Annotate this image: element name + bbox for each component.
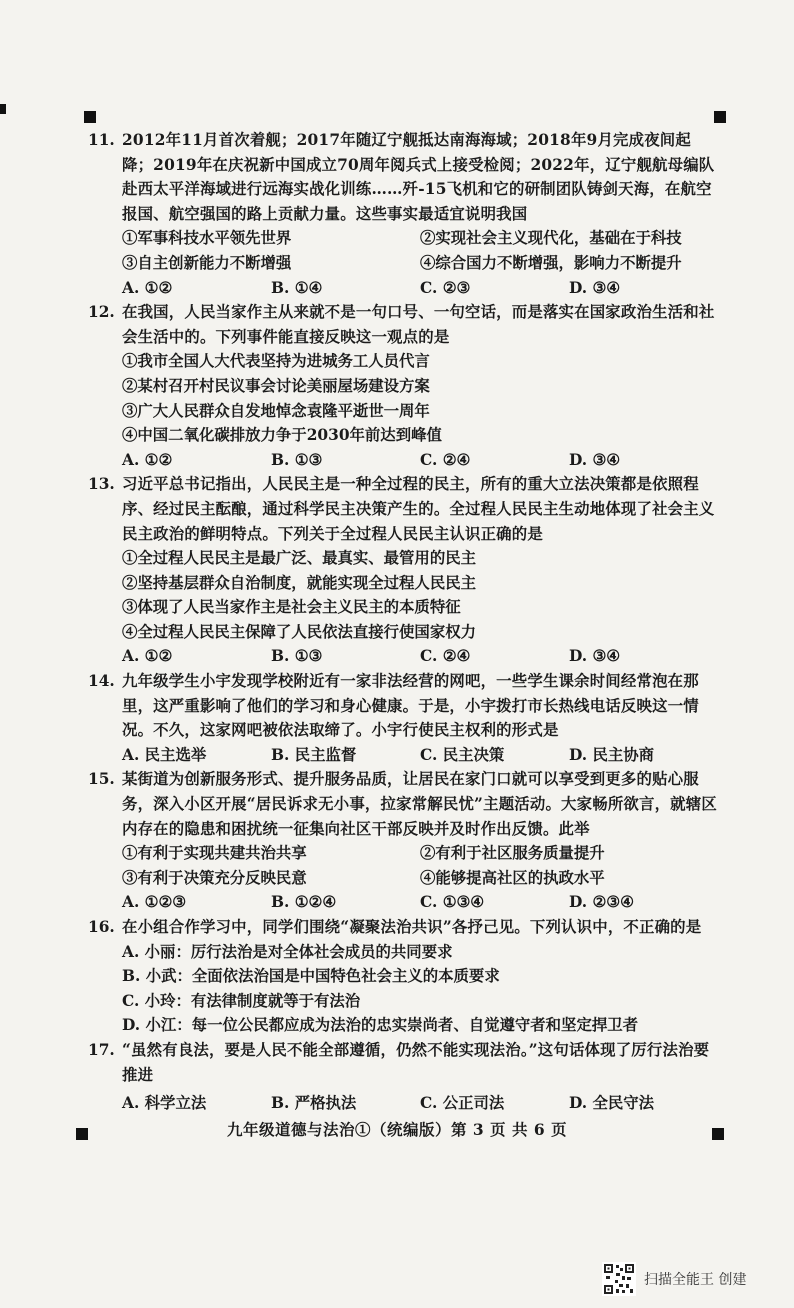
question-16	[88, 915, 722, 1038]
statement: ②坚持基层群众自治制度，就能实现全过程人民民主	[122, 573, 476, 592]
statement: ①全过程人民民主是最广泛、最真实、最管用的民主	[122, 549, 476, 568]
question-number: 16.	[88, 918, 115, 936]
choice-a: A. 民主选举	[122, 745, 207, 764]
question-stem: 2012年11月首次着舰；2017年随辽宁舰抵达南海海域；2018年9月完成夜间起降；2019年在庆祝新中国成立70周年阅兵式上接受检阅；2022年，辽宁舰航母编队赴西太平洋海域进行远海实战化训练……歼-15飞机和它的研制团队铸剑天海，在航空报国、航空强国的路上贡献力量。这些事实最适宜说明我国	[122, 131, 715, 223]
question-number: 14.	[88, 672, 115, 691]
question-15	[88, 767, 722, 915]
choice-c: C. ①③④	[420, 893, 485, 912]
question-17	[88, 1038, 722, 1116]
question-11	[88, 128, 722, 300]
choice-b: B. ①③	[271, 450, 323, 469]
choice-d: D. ③④	[569, 278, 621, 297]
question-12	[88, 300, 722, 472]
choice-a: A. ①②③	[122, 893, 187, 912]
choice-d: D. ②③④	[569, 893, 634, 912]
question-13	[88, 472, 722, 669]
statement: ②有利于社区服务质量提升	[420, 844, 605, 863]
choice-a: A. ①②	[122, 278, 173, 297]
question-14	[88, 669, 722, 767]
statement: ④全过程人民民主保障了人民依法直接行使国家权力	[122, 622, 476, 641]
question-number: 11.	[88, 131, 115, 149]
choice-a: A. 小丽：厉行法治是对全体社会成员的共同要求	[122, 942, 453, 961]
choice-d: D. 小江：每一位公民都应成为法治的忠实崇尚者、自觉遵守者和坚定捍卫者	[122, 1016, 639, 1035]
statement: ②实现社会主义现代化，基础在于科技	[420, 229, 682, 248]
choice-d: D. ③④	[569, 647, 621, 666]
question-stem: 九年级学生小宇发现学校附近有一家非法经营的网吧，一些学生课余时间经常泡在那里，这严重影响了他们的学习和身心健康。于是，小宇拨打市长热线电话反映这一情况。不久，这家网吧被依法取缔了。小宇行使民主权利的形式是	[122, 672, 699, 740]
choice-b: B. ①②④	[271, 893, 337, 912]
choice-c: C. 公正司法	[420, 1094, 505, 1113]
question-stem: 习近平总书记指出，人民民主是一种全过程的民主，所有的重大立法决策都是依照程序、经过民主酝酿，通过科学民主决策产生的。全过程人民民主生动地体现了社会主义民主政治的鲜明特点。下列关于全过程人民民主认识正确的是	[122, 475, 715, 543]
statement: ④中国二氧化碳排放力争于2030年前达到峰值	[122, 426, 442, 445]
question-number: 13.	[88, 475, 115, 494]
choice-b: B. ①④	[271, 278, 323, 297]
scanner-watermark	[602, 1262, 746, 1296]
statement: ③体现了人民当家作主是社会主义民主的本质特征	[122, 598, 461, 617]
choice-c: C. ②④	[420, 647, 471, 666]
statement: ②某村召开村民议事会讨论美丽屋场建设方案	[122, 376, 430, 395]
choice-c: C. 民主决策	[420, 745, 505, 764]
choice-b: B. 严格执法	[271, 1094, 357, 1113]
question-stem: 在小组合作学习中，同学们围绕“凝聚法治共识”各抒己见。下列认识中，不正确的是	[122, 918, 702, 936]
choice-d: D. 全民守法	[569, 1094, 655, 1113]
statement: ①军事科技水平领先世界	[122, 229, 292, 248]
question-number: 15.	[88, 770, 115, 789]
statement: ③广大人民群众自发地悼念袁隆平逝世一周年	[122, 401, 430, 420]
statement: ①我市全国人大代表坚持为进城务工人员代言	[122, 352, 430, 371]
choice-d: D. ③④	[569, 450, 621, 469]
watermark-text: 扫描全能王 创建	[644, 1272, 747, 1288]
choice-c: C. ②③	[420, 278, 471, 297]
corner-mark-top-left	[84, 111, 96, 123]
statement: ④能够提高社区的执政水平	[420, 868, 605, 887]
choice-a: A. ①②	[122, 647, 173, 666]
qr-code-icon	[602, 1262, 636, 1296]
statement: ③自主创新能力不断增强	[122, 253, 292, 272]
edge-mark-left	[0, 104, 6, 114]
statement: ③有利于决策充分反映民意	[122, 868, 307, 887]
question-number: 12.	[88, 303, 115, 322]
page-footer: 九年级道德与法治①（统编版）第 3 页 共 6 页	[226, 1120, 568, 1139]
corner-mark-top-right	[714, 111, 726, 123]
choice-a: A. 科学立法	[122, 1094, 207, 1113]
question-stem: 在我国，人民当家作主从来就不是一句口号、一句空话，而是落实在国家政治生活和社会生活中的。下列事件能直接反映这一观点的是	[122, 303, 715, 346]
question-list	[88, 128, 722, 1116]
choice-b: B. 小武：全面依法治国是中国特色社会主义的本质要求	[122, 967, 500, 986]
question-stem: 某街道为创新服务形式、提升服务品质，让居民在家门口就可以享受到更多的贴心服务，深入小区开展“居民诉求无小事，拉家常解民忧”主题活动。大家畅所欲言，就辖区内存在的隐患和困扰统一征集向社区干部反映并及时作出反馈。此举	[122, 770, 717, 838]
choice-b: B. 民主监督	[271, 745, 357, 764]
statement: ④综合国力不断增强，影响力不断提升	[420, 253, 682, 272]
question-number: 17.	[88, 1040, 115, 1059]
question-stem: “虽然有良法，要是人民不能全部遵循，仍然不能实现法治。”这句话体现了厉行法治要推进	[122, 1040, 710, 1084]
choice-b: B. ①③	[271, 647, 323, 666]
choice-d: D. 民主协商	[569, 745, 655, 764]
choice-c: C. 小玲：有法律制度就等于有法治	[122, 991, 361, 1010]
choice-a: A. ①②	[122, 450, 173, 469]
choice-c: C. ②④	[420, 450, 471, 469]
statement: ①有利于实现共建共治共享	[122, 844, 307, 863]
